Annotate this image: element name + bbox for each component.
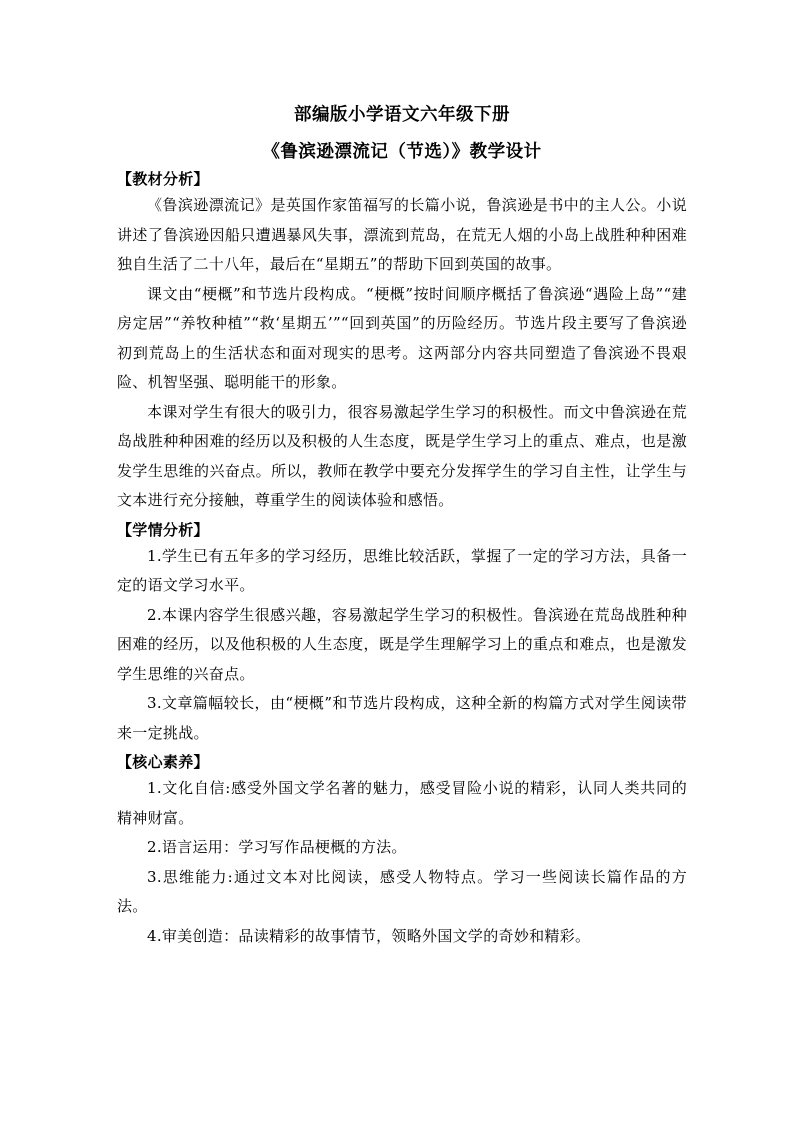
section-core-competencies (117, 752, 687, 951)
paragraph: 2.本课内容学生很感兴趣，容易激起学生学习的积极性。鲁滨逊在荒岛战胜种种困难的经历，以及他积极的人生态度，既是学生理解学习上的重点和难点，也是激发学生思维的兴奋点。 (117, 605, 687, 683)
section-heading: 【教材分析】 (117, 170, 209, 188)
document-title-line-2: 《鲁滨逊漂流记（节选）》教学设计 (262, 142, 542, 162)
paragraph: 课文由“梗概”和节选片段构成。“梗概”按时间顺序概括了鲁滨逊“遇险上岛”“建房定居”“养牧种植”“救‘星期五’”“回到英国”的历险经历。节选片段主要写了鲁滨逊初到荒岛上的生活状态和面对现实的思考。这两部分内容共同塑造了鲁滨逊不畏艰险、机智坚强、聪明能干的形象。 (117, 284, 687, 391)
paragraph: 1.文化自信:感受外国文学名著的魅力，感受冒险小说的精彩，认同人类共同的精神财富。 (117, 779, 687, 827)
paragraph: 1.学生已有五年多的学习经历，思维比较活跃，掌握了一定的学习方法，具备一定的语文学习水平。 (117, 546, 687, 594)
document-page (117, 96, 687, 951)
paragraph: 本课对学生有很大的吸引力，很容易激起学生学习的积极性。而文中鲁滨逊在荒岛战胜种种困难的经历以及积极的人生态度，既是学生学习上的重点、难点，也是激发学生思维的兴奋点。所以，教师在教学中要充分发挥学生的学习自主性，让学生与文本进行充分接触，尊重学生的阅读体验和感悟。 (117, 402, 687, 509)
section-student-analysis (117, 520, 687, 749)
section-heading: 【核心素养】 (117, 753, 209, 771)
document-title-line-1: 部编版小学语文六年级下册 (294, 105, 510, 125)
paragraph: 2.语言运用：学习写作品梗概的方法。 (147, 838, 407, 856)
paragraph: 4.审美创造：品读精彩的故事情节，领略外国文学的奇妙和精彩。 (147, 926, 591, 945)
paragraph: 3.文章篇幅较长，由“梗概”和节选片段构成，这种全新的构篇方式对学生阅读带来一定挑战。 (117, 694, 687, 742)
section-textbook-analysis (117, 169, 687, 516)
paragraph: 3.思维能力:通过文本对比阅读，感受人物特点。学习一些阅读长篇作品的方法。 (117, 867, 687, 915)
paragraph: 《鲁滨逊漂流记》是英国作家笛福写的长篇小说，鲁滨逊是书中的主人公。小说讲述了鲁滨逊因船只遭遇暴风失事，漂流到荒岛，在荒无人烟的小岛上战胜种种困难独自生活了二十八年，最后在“星期五”的帮助下回到英国的故事。 (117, 196, 687, 273)
section-heading: 【学情分析】 (117, 520, 209, 539)
